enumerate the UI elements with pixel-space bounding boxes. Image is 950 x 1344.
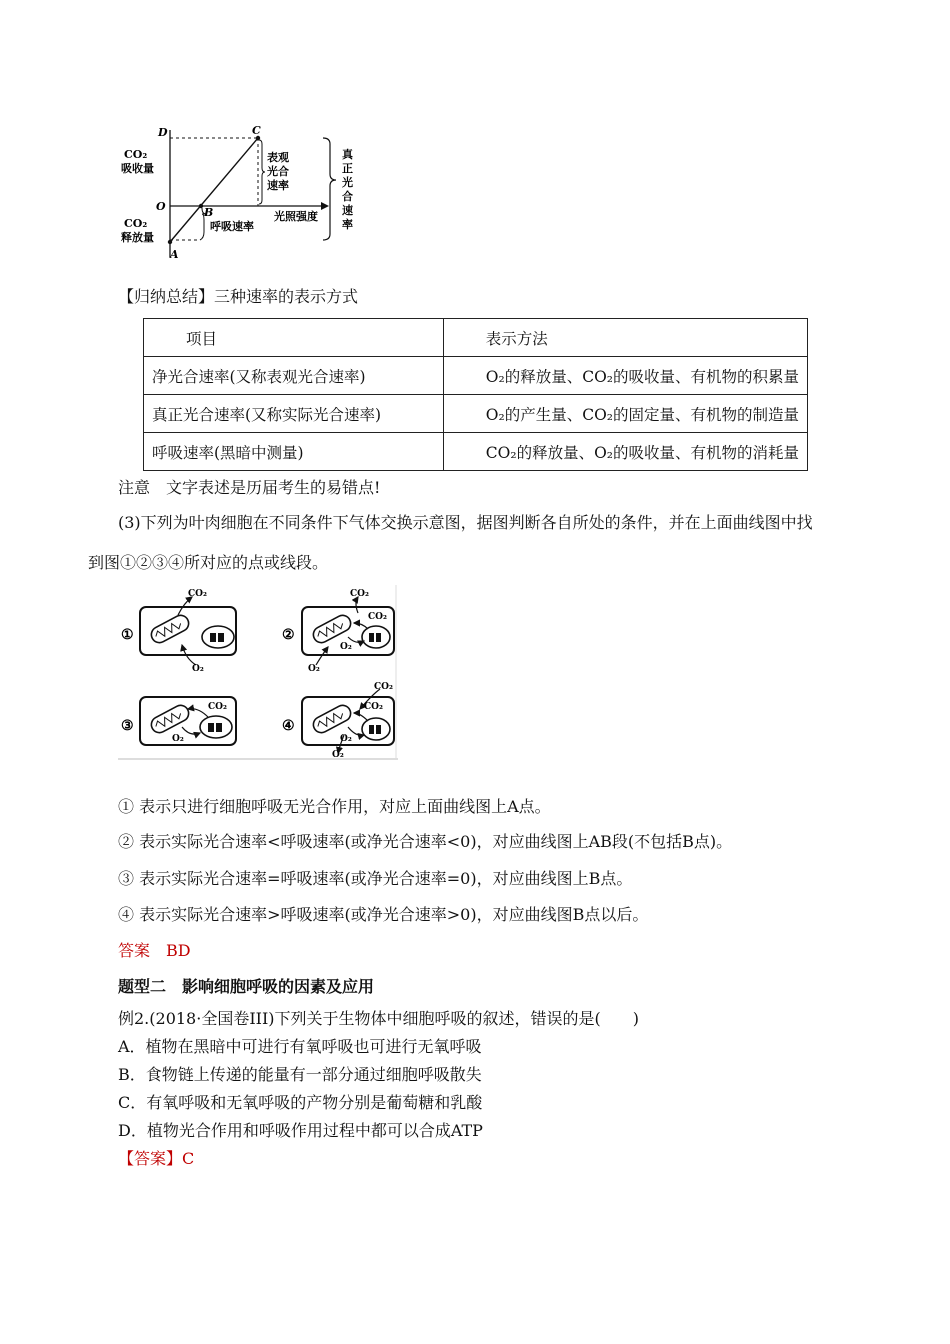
panel-number-2: ② — [282, 627, 295, 643]
table-cell: 真正光合速率(又称实际光合速率) — [144, 395, 444, 433]
panel4-co2-inner: CO₂ — [364, 702, 383, 712]
table-header-method: 表示方法 — [443, 319, 807, 357]
answer-2: 【答案】C — [118, 1149, 195, 1168]
cell-panel-1 — [121, 589, 236, 674]
apparent-rate-3: 速率 — [267, 179, 289, 192]
explanation-4: ④ 表示实际光合速率>呼吸速率(或净光合速率>0)，对应曲线图B点以后。 — [118, 905, 649, 924]
summary-title: 【归纳总结】三种速率的表示方式 — [118, 287, 359, 306]
label-D: D — [158, 126, 168, 139]
section-title: 题型二 影响细胞呼吸的因素及应用 — [118, 977, 375, 996]
question3-line1: (3)下列为叶肉细胞在不同条件下气体交换示意图，据图判断各自所处的条件，并在上面曲线图中找 — [118, 513, 813, 532]
x-axis-arrow — [321, 202, 329, 210]
point-A — [168, 240, 172, 244]
apparent-rate-1: 表观 — [267, 151, 289, 164]
real-rate-5: 速 — [342, 204, 353, 217]
co2-release-label: 释放量 — [121, 231, 154, 244]
cell-diagram-figure — [118, 585, 398, 761]
panel4-o2-outer: O₂ — [332, 750, 344, 760]
real-rate-1: 真 — [342, 148, 353, 161]
panel3-o2: O₂ — [172, 734, 184, 744]
panel4-co2-top: CO₂ — [374, 682, 393, 692]
apparent-rate-2: 光合 — [267, 165, 289, 178]
explanation-1: ① 表示只进行细胞呼吸无光合作用，对应上面曲线图上A点。 — [118, 797, 551, 816]
real-rate-6: 率 — [342, 218, 353, 231]
cell-panel-3 — [121, 697, 236, 745]
note-text: 注意 文字表述是历届考生的易错点! — [118, 478, 381, 497]
explanation-2: ② 表示实际光合速率<呼吸速率(或净光合速率<0)，对应曲线图上AB段(不包括B点)。 — [118, 832, 733, 851]
table-cell: CO₂的释放量、O₂的吸收量、有机物的消耗量 — [443, 433, 807, 471]
option-A: A．植物在黑暗中可进行有氧呼吸也可进行无氧呼吸 — [118, 1037, 482, 1056]
brace-apparent — [259, 140, 265, 204]
panel2-o2-inner: O₂ — [340, 642, 352, 652]
panel-number-1: ① — [121, 627, 134, 643]
label-C: C — [252, 124, 261, 137]
panel-number-4: ④ — [282, 718, 295, 734]
option-D: D．植物光合作用和呼吸作用过程中都可以合成ATP — [118, 1121, 483, 1140]
panel-number-3: ③ — [121, 718, 134, 734]
label-B: B — [204, 206, 214, 219]
table-cell: 净光合速率(又称表观光合速率) — [144, 357, 444, 395]
table-cell: 呼吸速率(黑暗中测量) — [144, 433, 444, 471]
table-cell: O₂的产生量、CO₂的固定量、有机物的制造量 — [443, 395, 807, 433]
option-B: B．食物链上传递的能量有一部分通过细胞呼吸散失 — [118, 1065, 482, 1084]
co2-absorb-formula: CO₂ — [124, 148, 148, 161]
panel1-o2: O₂ — [192, 664, 204, 674]
panel2-o2-outer: O₂ — [308, 664, 320, 674]
answer-1: 答案 BD — [118, 941, 191, 960]
brace-real — [323, 138, 336, 240]
rate-summary-table — [143, 318, 808, 471]
co2-absorb-label: 吸收量 — [121, 162, 154, 175]
rate-curve-figure — [118, 122, 360, 262]
table-row — [144, 395, 808, 433]
option-C: C．有氧呼吸和无氧呼吸的产物分别是葡萄糖和乳酸 — [118, 1093, 483, 1112]
panel4-o2-inner: O₂ — [340, 734, 352, 744]
example-2-question: 例2.(2018·全国卷III)下列关于生物体中细胞呼吸的叙述，错误的是( ) — [118, 1009, 640, 1028]
respiration-label: 呼吸速率 — [210, 220, 254, 233]
point-B — [199, 204, 203, 208]
label-A: A — [170, 248, 179, 261]
panel2-co2-top: CO₂ — [350, 589, 369, 599]
panel2-co2-inner: CO₂ — [368, 612, 387, 622]
table-cell: O₂的释放量、CO₂的吸收量、有机物的积累量 — [443, 357, 807, 395]
cell-panel-2 — [282, 589, 394, 674]
panel1-co2: CO₂ — [188, 589, 207, 599]
real-rate-4: 合 — [342, 190, 353, 203]
explanation-3: ③ 表示实际光合速率=呼吸速率(或净光合速率=0)，对应曲线图上B点。 — [118, 869, 633, 888]
table-row — [144, 357, 808, 395]
panel3-co2: CO₂ — [208, 702, 227, 712]
label-O: O — [156, 200, 166, 213]
real-rate-3: 光 — [342, 176, 353, 189]
real-rate-2: 正 — [342, 162, 353, 175]
co2-release-formula: CO₂ — [124, 217, 148, 230]
table-header-item: 项目 — [144, 319, 444, 357]
x-axis-label: 光照强度 — [274, 210, 318, 223]
question3-line2: 到图①②③④所对应的点或线段。 — [88, 553, 329, 572]
table-header-row — [144, 319, 808, 357]
table-row — [144, 433, 808, 471]
cell-panel-4 — [282, 682, 394, 760]
